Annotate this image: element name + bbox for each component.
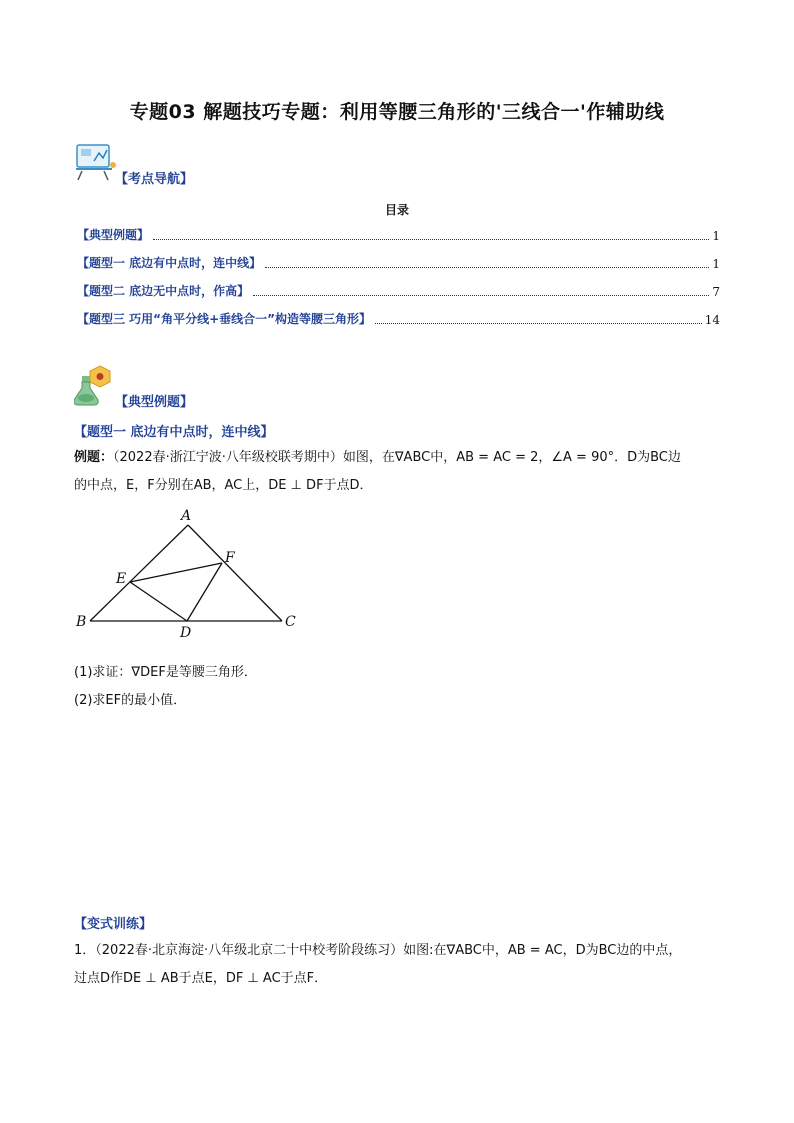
toc-entry[interactable] bbox=[77, 225, 720, 243]
practice-problem bbox=[74, 937, 734, 993]
practice-line-2: 过点D作DE ⊥ AB于点E，DF ⊥ AC于点F． bbox=[74, 971, 328, 986]
vertex-label-f: F bbox=[225, 550, 235, 566]
toc-entry[interactable] bbox=[77, 309, 720, 327]
toc-leader bbox=[153, 239, 709, 240]
vertex-label-a: A bbox=[181, 508, 192, 524]
toc-leader bbox=[253, 295, 709, 296]
segment-ef bbox=[130, 563, 222, 582]
toc-entry-page: 7 bbox=[712, 285, 720, 299]
examples-heading: 【典型例题】 bbox=[115, 395, 194, 410]
toc-entry[interactable] bbox=[77, 253, 720, 271]
toc-entry-label: 【题型二 底边无中点时，作高】 bbox=[77, 284, 250, 298]
toc-entry-label: 【典型例题】 bbox=[77, 228, 150, 242]
toc-entry-page: 14 bbox=[704, 313, 720, 327]
triangle-figure bbox=[70, 505, 310, 645]
example-problem bbox=[74, 444, 724, 500]
segment-ac bbox=[188, 525, 282, 621]
chalkboard-icon bbox=[74, 141, 118, 181]
document-title: 专题03 解题技巧专题：利用等腰三角形的'三线合一'作辅助线 bbox=[129, 101, 665, 123]
toc-entry-label: 【题型三 巧用“角平分线+垂线合一”构造等腰三角形】 bbox=[77, 312, 372, 326]
segment-df bbox=[187, 563, 222, 621]
flask-icon bbox=[74, 364, 118, 408]
example-line-2: 的中点，E，F分别在AB，AC上，DE ⊥ DF于点D． bbox=[74, 478, 373, 493]
vertex-label-e: E bbox=[116, 571, 127, 587]
question-2: (2)求EF的最小值． bbox=[74, 693, 187, 708]
question-1: (1)求证：∇DEF是等腰三角形． bbox=[74, 665, 257, 680]
vertex-label-c: C bbox=[285, 614, 296, 630]
example-line-1: （2022春·浙江宁波·八年级校联考期中）如图，在∇ABC中，AB = AC = 2，∠A = 90°．D为BC边 bbox=[113, 450, 681, 465]
example-label: 例题： bbox=[74, 450, 114, 465]
toc-entry-label: 【题型一 底边有中点时，连中线】 bbox=[77, 256, 262, 270]
toc-entry[interactable] bbox=[77, 281, 720, 299]
toc-entry-page: 1 bbox=[712, 257, 720, 271]
toc-entry-page: 1 bbox=[712, 229, 720, 243]
toc-leader bbox=[265, 267, 709, 268]
vertex-label-d: D bbox=[180, 625, 192, 641]
practice-heading: 【变式训练】 bbox=[74, 917, 153, 932]
practice-line-1: 1．（2022春·北京海淀·八年级北京二十中校考阶段练习）如图:在∇ABC中，AB = AC，D为BC边的中点， bbox=[74, 943, 682, 958]
toc-title: 目录 bbox=[384, 203, 409, 217]
toc-leader bbox=[375, 323, 702, 324]
vertex-label-b: B bbox=[76, 614, 87, 630]
segment-ed bbox=[130, 582, 187, 621]
nav-heading: 【考点导航】 bbox=[115, 172, 194, 187]
type1-heading: 【题型一 底边有中点时，连中线】 bbox=[74, 425, 274, 440]
